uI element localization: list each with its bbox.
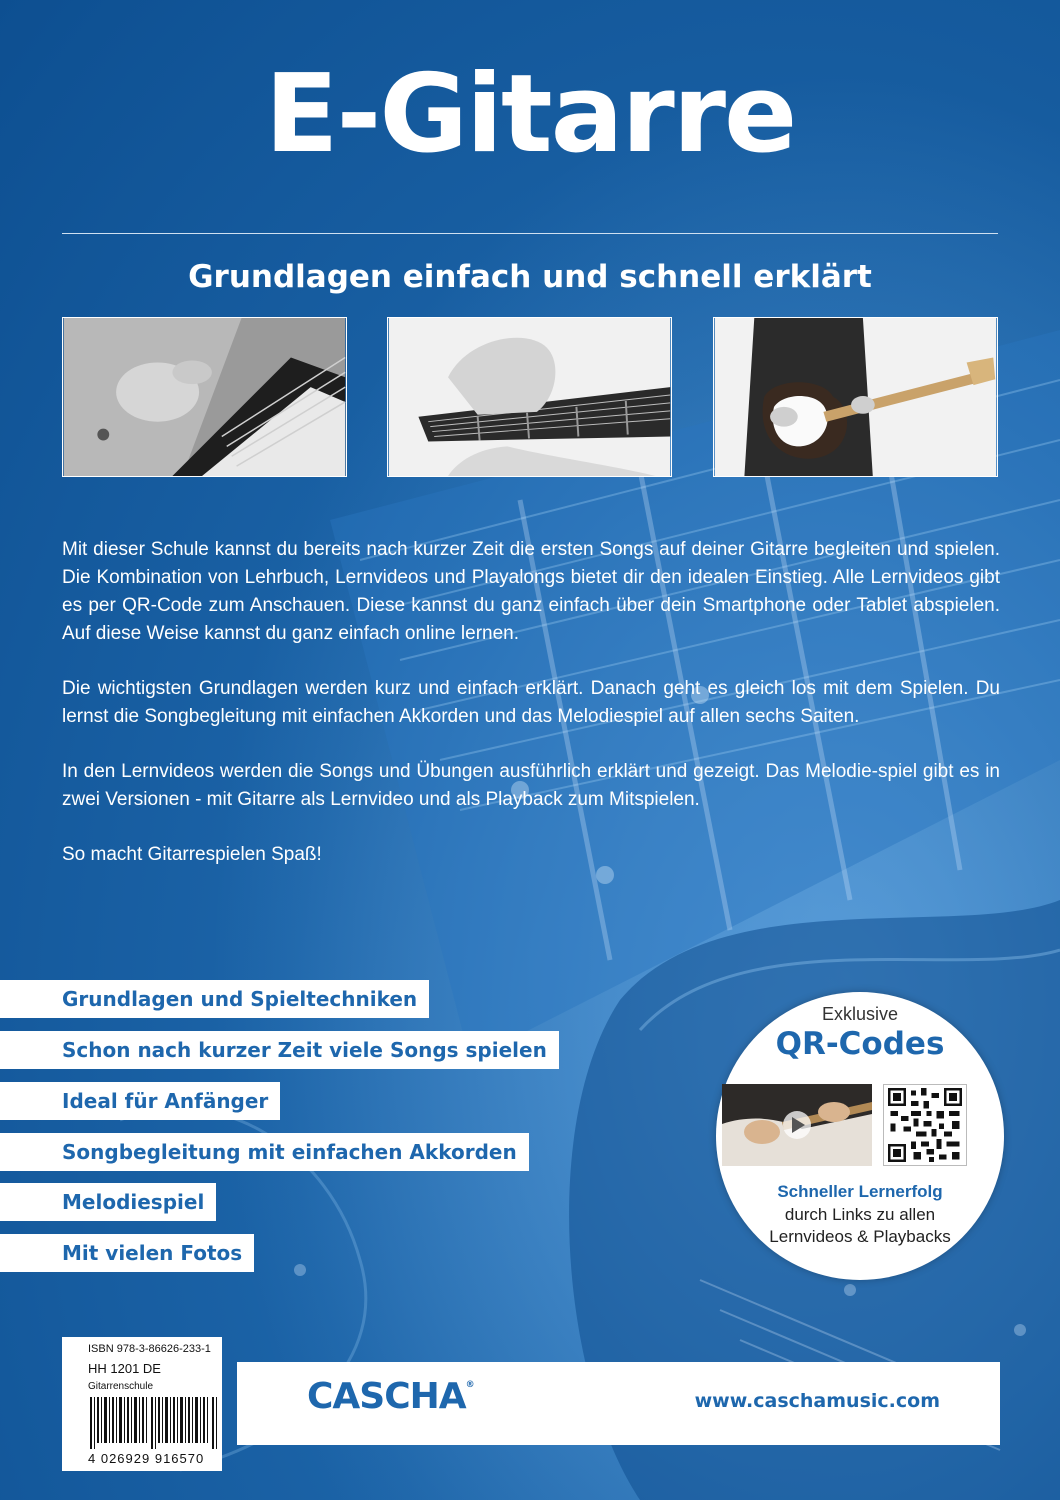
badge-exclusive-label: Exklusive — [821, 1004, 899, 1024]
registered-mark: ® — [465, 1380, 474, 1390]
feature-label: Melodiespiel — [0, 1183, 216, 1221]
feature-label: Grundlagen und Spieltechniken — [0, 980, 429, 1018]
product-code: HH 1201 DE — [88, 1361, 161, 1376]
publisher-footer — [237, 1362, 1000, 1445]
badge-headline: Schneller Lernerfolg — [777, 1182, 943, 1201]
title-divider — [62, 233, 998, 234]
qr-codes-badge — [716, 992, 1004, 1280]
video-thumbnail — [722, 1084, 872, 1166]
publisher-url[interactable]: www.caschamusic.com — [694, 1390, 940, 1412]
description-paragraph: Die wichtigsten Grundlagen werden kurz und einfach erklärt. Danach geht es gleich los mit dem Spielen. Du lernst die Songbegleitung mit einfachen Akkorden und das Melodiespiel auf allen sechs Saiten. — [62, 678, 1000, 727]
book-subtitle: Grundlagen einfach und schnell erklärt — [188, 259, 872, 295]
badge-text: durch Links zu allen Lernvideos & Playbacks — [769, 1205, 951, 1246]
photo-picking-hand — [62, 317, 347, 477]
publisher-logo — [307, 1376, 474, 1417]
ean-number: 4 026929 916570 — [88, 1451, 205, 1466]
description-paragraph: In den Lernvideos werden die Songs und Übungen ausführlich erklärt und gezeigt. Das Melodie-spiel gibt es in zwei Versionen - mit Gitarre als Lernvideo und als Playback zum Mitspielen. — [62, 761, 1000, 810]
description-paragraph: So macht Gitarrespielen Spaß! — [62, 844, 322, 865]
photo-fretting-hand — [387, 317, 672, 477]
photo-guitar-player — [713, 317, 998, 477]
feature-label: Ideal für Anfänger — [0, 1082, 280, 1120]
description-text — [62, 536, 1000, 896]
qr-code — [883, 1084, 967, 1166]
badge-title: QR-Codes — [775, 1026, 945, 1062]
product-category: Gitarrenschule — [88, 1381, 154, 1392]
feature-label: Mit vielen Fotos — [0, 1234, 254, 1272]
publisher-logo-text: CASCHA — [307, 1376, 466, 1417]
book-title: E-Gitarre — [264, 52, 796, 177]
barcode-graphic — [88, 1397, 220, 1449]
isbn-number: ISBN 978-3-86626-233-1 — [88, 1343, 211, 1355]
feature-label: Schon nach kurzer Zeit viele Songs spielen — [0, 1031, 559, 1069]
description-paragraph: Mit dieser Schule kannst du bereits nach kurzer Zeit die ersten Songs auf deiner Gitarre begleiten und spielen. Die Kombination von Lehrbuch, Lernvideos und Playalongs bietet dir den idealen Einstieg. Alle Lernvideos gibt es per QR-Code zum Anschauen. Diese kannst du ganz einfach über dein Smartphone oder Tablet abspielen. Auf diese Weise kannst du ganz einfach online lernen. — [62, 539, 1000, 644]
barcode-label — [62, 1337, 222, 1471]
feature-label: Songbegleitung mit einfachen Akkorden — [0, 1133, 529, 1171]
